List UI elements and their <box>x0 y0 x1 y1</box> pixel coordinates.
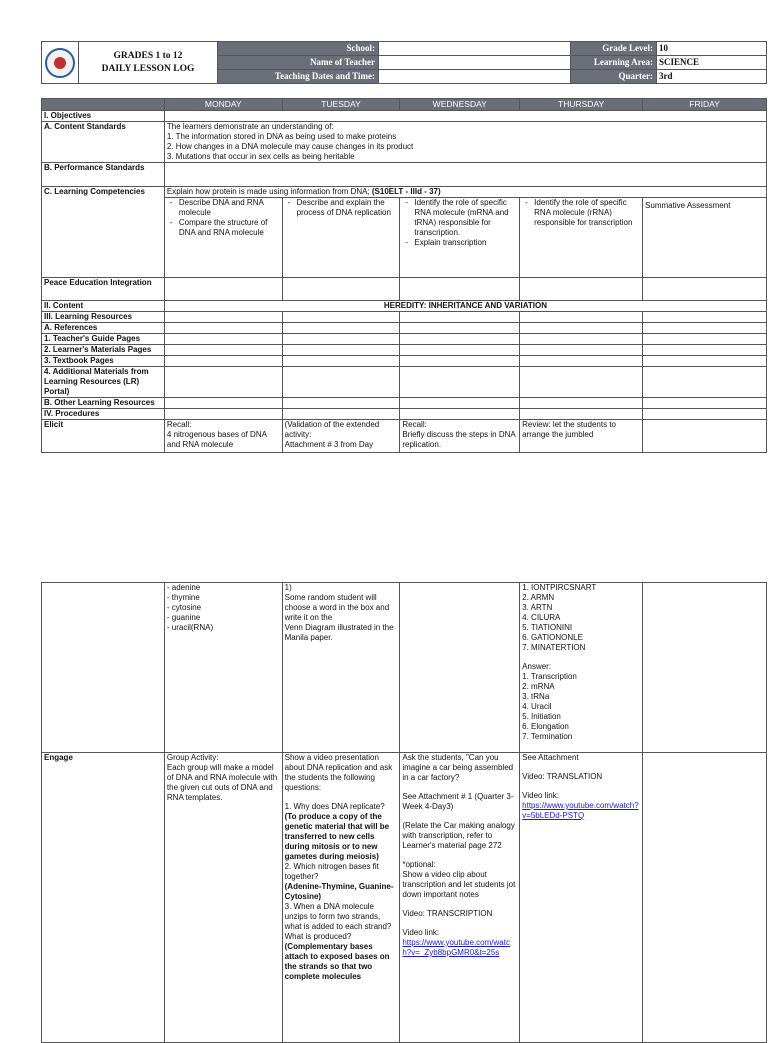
elicit-thursday: Review: let the students to arrange the jumbled <box>520 420 643 453</box>
row-learning-competencies: C. Learning Competencies <box>42 187 165 278</box>
elicit-monday: Recall: 4 nitrogenous bases of DNA and RNA molecule <box>164 420 282 453</box>
area-label: Learning Area: <box>571 56 657 70</box>
row-additional-materials: 4. Additional Materials from Learning Resources (LR) Portal) <box>42 367 165 398</box>
area-value: SCIENCE <box>657 56 767 70</box>
row-other-resources: B. Other Learning Resources <box>42 398 165 409</box>
deped-seal <box>42 42 79 84</box>
row-textbook: 3. Textbook Pages <box>42 356 165 367</box>
school-value <box>379 42 571 56</box>
tuesday-competency: - Describe and explain the process of DNA replication <box>282 198 400 278</box>
school-label: School: <box>218 42 379 56</box>
title-line1: GRADES 1 to 12 <box>113 50 183 61</box>
grade-value: 10 <box>657 42 767 56</box>
tuesday-elicit-continued: 1) Some random student will choose a word in the box and write it on the Venn Diagram illustrated in the Manila paper. <box>282 583 400 753</box>
row-performance-standards: B. Performance Standards <box>42 163 165 187</box>
engage-tuesday: Show a video presentation about DNA replication and ask the students the following questions: 1. Why does DNA replicate? (To produce a copy of the genetic material that will be transferred to new cells during mitosis or to new gametes during meiosis) 2. Which nitrogen bases fit together? (Adenine-Thymine, Guanine- Cytosine) 3. When a DNA molecule unzips to form two strands, what is added to each strand? What is produced? (Complementary bases attach to exposed bases on the strands so that two complete molecules <box>282 753 400 1043</box>
row-peace-education: Peace Education Integration <box>42 278 165 301</box>
monday-competency: - Describe DNA and RNA molecule - Compare the structure of DNA and RNA molecule <box>164 198 282 278</box>
row-learners-materials: 2. Learner's Materials Pages <box>42 345 165 356</box>
day-wednesday: WEDNESDAY <box>400 99 520 111</box>
row-teachers-guide: 1. Teacher's Guide Pages <box>42 334 165 345</box>
row-content: II. Content <box>42 301 165 312</box>
quarter-label: Quarter: <box>571 70 657 84</box>
monday-bases-list: - adenine - thymine - cytosine - guanine - uracil(RNA) <box>164 583 282 753</box>
row-learning-resources: III. Learning Resources <box>42 312 165 323</box>
day-thursday: THURSDAY <box>520 99 643 111</box>
elicit-wednesday: Recall: Briefly discuss the steps in DNA replication. <box>400 420 520 453</box>
translation-video-link[interactable]: https://www.youtube.com/watch?v=5bLEDd-PSTQ <box>522 801 639 820</box>
teacher-value <box>379 56 571 70</box>
lesson-log-table-continued <box>41 582 767 1043</box>
day-tuesday: TUESDAY <box>282 99 400 111</box>
title-line2: DAILY LESSON LOG <box>101 63 195 74</box>
competency-intro: Explain how protein is made using information from DNA; (S10ELT - IIId - 37) <box>164 187 766 198</box>
elicit-continued-label <box>42 583 165 753</box>
content-text: HEREDITY: INHERITANCE AND VARIATION <box>164 301 766 312</box>
quarter-value: 3rd <box>657 70 767 84</box>
teacher-label: Name of Teacher <box>218 56 379 70</box>
dates-value <box>379 70 571 84</box>
day-friday: FRIDAY <box>643 99 767 111</box>
elicit-tuesday: (Validation of the extended activity: Attachment # 3 from Day <box>282 420 400 453</box>
engage-thursday: See Attachment Video: TRANSLATION Video link: https://www.youtube.com/watch?v=5bLEDd-PSTQ <box>520 753 643 1043</box>
row-procedures: IV. Procedures <box>42 409 165 420</box>
row-references: A. References <box>42 323 165 334</box>
thursday-jumbled-words: 1. IONTPIRCSNART 2. ARMN 3. ARTN 4. CILURA 5. TIATIONINI 6. GATIONONLE 7. MINATERTION Answer: 1. Transcription 2. mRNA 3. tRNa 4. Uracil 5. Initiation 6. Elongation 7. Termination <box>520 583 643 753</box>
lesson-log-table <box>41 98 767 453</box>
grade-label: Grade Level: <box>571 42 657 56</box>
day-monday: MONDAY <box>164 99 282 111</box>
row-engage: Engage <box>42 753 165 1043</box>
transcription-video-link[interactable]: https://www.youtube.com/watch?v=_Zyb8bpGMR0&t=25s <box>402 938 510 957</box>
dates-label: Teaching Dates and Time: <box>218 70 379 84</box>
thursday-competency: - Identify the role of specific RNA molecule (rRNA) responsible for transcription <box>520 198 643 278</box>
seal-icon <box>45 48 75 78</box>
header-table <box>41 41 767 84</box>
document-title <box>79 42 218 84</box>
engage-monday: Group Activity: Each group will make a model of DNA and RNA molecule with the given cut outs of DNA and RNA templates. <box>164 753 282 1043</box>
content-standards-text: The learners demonstrate an understanding of: 1. The information stored in DNA as being used to make proteins 2. How changes in a DNA molecule may cause changes in its product 3. Mutations that occur in sex cells as being heritable <box>164 122 766 163</box>
row-objectives: I. Objectives <box>42 111 165 122</box>
corner-cell <box>42 99 165 111</box>
engage-wednesday: Ask the students, "Can you imagine a car being assembled in a car factory? See Attachment # 1 (Quarter 3-Week 4-Day3) (Relate the Car making analogy with transcription, refer to Learner's material page 272 *optional: Show a video clip about transcription and let students jot down important notes Video: TRANSCRIPTION Video link: https://www.youtube.com/watch?v=_Zyb8bpGMR0&t=25s <box>400 753 520 1043</box>
friday-competency: Summative Assessment <box>643 198 767 278</box>
row-elicit: Elicit <box>42 420 165 453</box>
wednesday-competency: - Identify the role of specific RNA molecule (mRNA and tRNA) responsible for transcription. - Explain transcription <box>400 198 520 278</box>
row-content-standards: A. Content Standards <box>42 122 165 163</box>
